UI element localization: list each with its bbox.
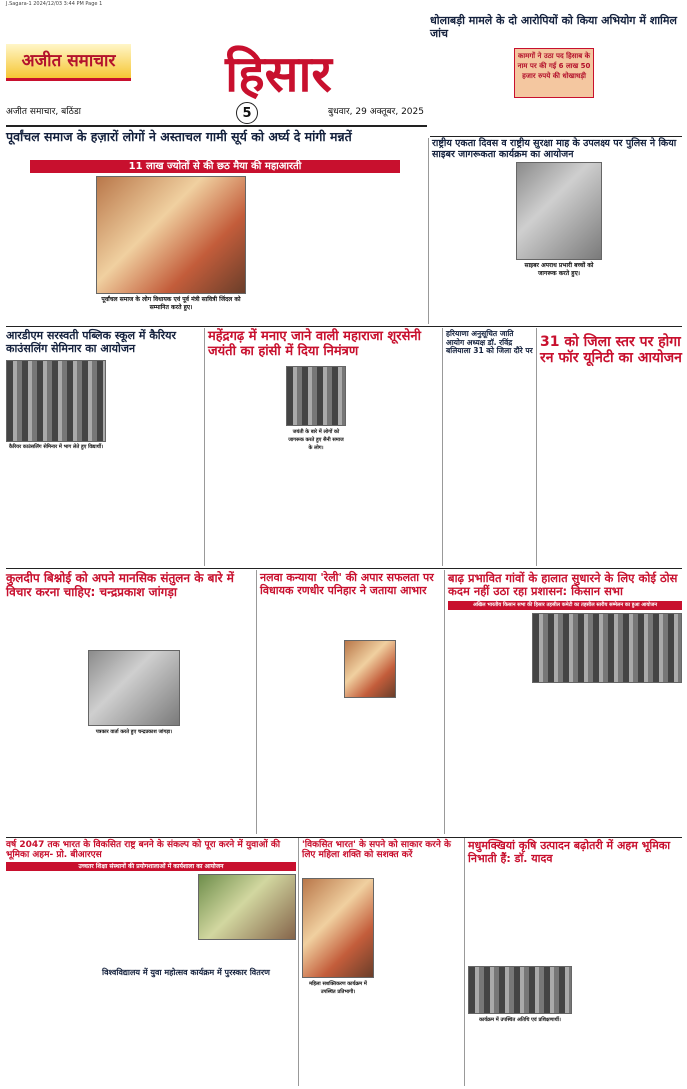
- brand-name: अजीत समाचार: [21, 51, 116, 71]
- flood-photo: [532, 613, 682, 683]
- jayanti-headline: महेंद्रगढ़ में मनाए जाने वाली महाराजा शूरसेनी जयंती का हांसी में दिया निमंत्रण: [208, 329, 421, 359]
- kuldeep-photo-caption: पत्रकार वार्ता करते हुए चन्द्रप्रकाश जांगड़ा।: [95, 729, 173, 735]
- rule-row-2: [6, 568, 682, 569]
- col-rule-right: [428, 138, 429, 324]
- dairy-photo-caption: कार्यक्रम में उपस्थित अतिथि एवं प्रशिक्षणार्थी।: [479, 1017, 561, 1023]
- cyber-body-1: [432, 162, 512, 322]
- kuldeep-body-2: [182, 604, 254, 834]
- top-right-body-1: [432, 44, 512, 133]
- run-headline: 31 को जिला स्तर पर होगा रन फॉर यूनिटी का आयोजन: [540, 334, 682, 367]
- lead-photo: [96, 176, 246, 294]
- kuldeep-headline: कुलदीप बिश्नोई को अपने मानसिक संतुलन के बारे में विचार करना चाहिए: चन्द्रप्रकाश जांगड़ा: [6, 571, 234, 599]
- mla-portrait: [344, 640, 396, 698]
- gju-body-2: [102, 874, 194, 964]
- mla-headline: नलवा कन्याया 'रेली' की अपार सफलता पर विधायक रणधीर पनिहार ने जताया आभार: [260, 571, 434, 597]
- cyber-photo: [516, 162, 602, 260]
- women-photo: [302, 878, 374, 978]
- school-photo-caption: कैरियर काउंसलिंग सेमिनार में भाग लेते हुए विद्यार्थी।: [8, 444, 104, 450]
- school-body: [110, 360, 202, 570]
- top-right-headline: धोलाबड़ी मामले के दो आरोपियों को किया अभियोग में शामिल जांच: [430, 14, 677, 40]
- rule-top-right: [430, 136, 682, 137]
- gju-headline: वर्ष 2047 तक भारत के विकसित राष्ट्र बनने के संकल्प को पूरा करने में युवाओं की भूमिका अहम- प्रो. बीआरएस: [6, 840, 281, 861]
- flood-body-1: [448, 613, 528, 833]
- dairy-photo: [468, 966, 572, 1014]
- page-number: 5: [236, 102, 258, 124]
- col-rule-8: [464, 838, 465, 1086]
- top-right-highlight-box: कामगों ने उठा पद हिसाब के नाम पर की गई 6 लाख 50 हजार रुपये की धोखाधड़ी: [514, 48, 594, 98]
- brand-block: [6, 44, 131, 78]
- dateline: बुधवार, 29 अक्तूबर, 2025: [327, 107, 424, 117]
- flood-body-2: [532, 686, 682, 834]
- fest-body: [102, 990, 296, 1084]
- women-body: [378, 878, 462, 1084]
- cyber-photo-caption: साइबर अपराध प्रभारी बच्चों को जागरूक करते हुए।: [524, 262, 594, 277]
- section-title: हिसार: [225, 44, 332, 103]
- lead-photo-caption: पूर्वांचल समाज के लोग विधायक एवं पूर्व मंत्री सावित्री जिंदल को सम्मानित करते हुए।: [101, 296, 241, 311]
- kuldeep-body-1: [6, 604, 86, 834]
- col-rule-3: [442, 328, 443, 566]
- top-right-body-2: [596, 44, 682, 133]
- rule-row-1: [6, 326, 682, 327]
- mla-body-2: [398, 604, 442, 834]
- edition-line: अजीत समाचार, बठिंडा: [6, 107, 81, 117]
- jayanti-body-2: [350, 366, 440, 566]
- mla-body-1: [260, 604, 340, 834]
- masthead-rule: [6, 125, 427, 127]
- run-body: [540, 378, 682, 566]
- lead-headline: पूर्वांचल समाज के हज़ारों लोगों ने अस्ताचल गामी सूर्य को अर्घ्य दे मांगी मन्नतें: [6, 129, 352, 144]
- col-rule-2: [204, 328, 205, 566]
- gju-body-1: [6, 874, 98, 1084]
- school-photo: [6, 360, 106, 442]
- dairy-body-1: [468, 872, 572, 962]
- cyber-body-2: [604, 162, 682, 322]
- col-rule-5: [256, 570, 257, 834]
- school-headline: आरडीएम सरस्वती पब्लिक स्कूल में कैरियर काउंसलिंग सेमिनार का आयोजन: [6, 329, 176, 355]
- dairy-headline: मधुमक्खियां कृषि उत्पादन बढ़ोतरी में अहम भूमिका निभाती हैं: डॉ. यादव: [468, 839, 671, 865]
- lead-subhead: 11 लाख ज्योतों से की छठ मैया की महाआरती: [30, 160, 400, 173]
- women-photo-caption: महिला सशक्तिकरण कार्यक्रम में उपस्थित प्रतिभागी।: [309, 981, 367, 995]
- col-rule-7: [298, 838, 299, 1086]
- jayanti-body-1: [208, 366, 282, 566]
- dairy-body-2: [576, 872, 682, 1084]
- lead-body-2: [250, 176, 336, 321]
- cyber-headline: राष्ट्रीय एकता दिवस व राष्ट्रीय सुरक्षा माह के उपलक्ष्य पर पुलिस ने किया साइबर जागरूकता कार्यक्रम का आयोजन: [432, 138, 677, 160]
- women-headline: 'विकसित भारत' के सपने को साकार करने के लिए महिला शक्ति को सशक्त करें: [302, 840, 451, 861]
- flood-headline: बाढ़ प्रभावित गांवों के हालात सुधारने के लिए कोई ठोस कदम नहीं उठा रहा प्रशासन: किसान सभा: [448, 571, 678, 599]
- col-rule-6: [444, 570, 445, 834]
- lead-body-1: [6, 176, 94, 321]
- flood-subhead: अखिल भारतीय किसान सभा की हिसार तहसील कमेटी का तहसील स्तरीय सम्मेलन का हुआ आयोजन: [448, 601, 682, 610]
- kuldeep-photo: [88, 650, 180, 726]
- col-rule-4: [536, 328, 537, 566]
- gju-photo: [198, 874, 296, 940]
- gju-subhead: उच्चतर शिक्षा संस्थानों की प्रयोगशालाओं में कार्यशाला का आयोजन: [6, 862, 296, 871]
- fest-headline: विश्वविद्यालय में युवा महोत्सव कार्यक्रम में पुरस्कार वितरण: [102, 968, 270, 977]
- brand-rule: [6, 78, 131, 81]
- jayanti-photo-caption: जयंती के बारे में लोगों को जागरूक करते हुए सैनी समाज के लोग।: [288, 429, 344, 451]
- print-meta-line: J.Sagara-1 2024/12/03 3:44 PM Page 1: [6, 1, 103, 7]
- rule-row-3: [6, 837, 682, 838]
- lead-body-3: [338, 176, 426, 321]
- haryana-body: [446, 368, 534, 566]
- jayanti-photo: [286, 366, 346, 426]
- haryana-headline: हरियाणा अनुसूचित जाति आयोग अध्यक्ष डॉ. रविंद्र बलियाला 31 को जिला दौरे पर: [446, 329, 533, 356]
